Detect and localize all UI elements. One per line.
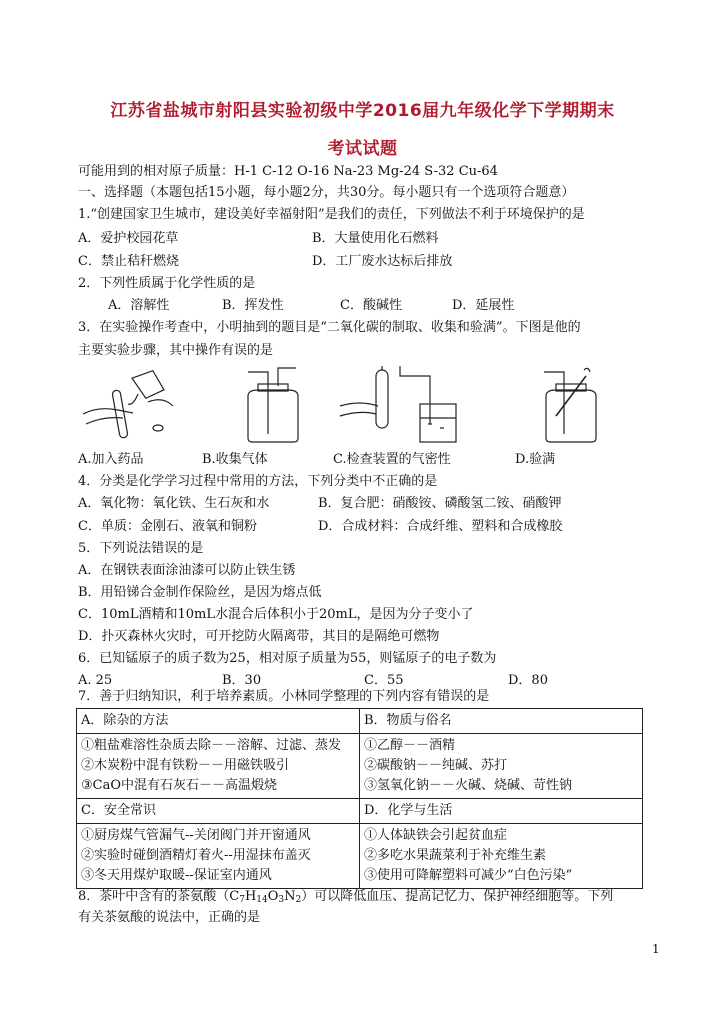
q7-d-item-2: ②多吃水果蔬菜利于补充维生素 [364, 848, 547, 863]
figure-airtightness [340, 366, 456, 442]
q5-option-c: C．10mL酒精和10mL水混合后体积小于20mL，是因为分子变小了 [78, 607, 474, 622]
q7-c-item-2: ②实验时碰倒酒精灯着火--用湿抹布盖灭 [81, 848, 311, 863]
q7-a-item-2: ②木炭粉中混有铁粉－－用磁铁吸引 [81, 758, 290, 773]
page-number: 1 [652, 942, 660, 956]
q5-option-b: B．用铅锑合金制作保险丝，是因为熔点低 [78, 585, 322, 600]
q6-option-b: B．30 [222, 673, 262, 688]
q8-sub-c: 7 [239, 895, 245, 905]
figure-full-check [544, 368, 596, 442]
section-heading: 一、选择题（本题包括15小题，每小题2分，共30分。每小题只有一个选项符合题意） [78, 185, 575, 200]
figure-adding-reagent [83, 368, 173, 438]
q7-b-item-1: ①乙醇－－酒精 [364, 738, 456, 753]
q7-cell-b-head: B．物质与俗名 [360, 709, 643, 734]
q7-cell-d-body [360, 824, 643, 889]
q2-option-b: B．挥发性 [222, 298, 284, 313]
q2-option-d: D．延展性 [452, 298, 515, 313]
figure-collect-gas [248, 368, 298, 442]
q8-sub-n: 2 [295, 895, 302, 905]
q1-option-c: C．禁止秸秆燃烧 [78, 254, 179, 269]
q6-option-d: D．80 [508, 673, 548, 688]
q7-cell-c-body [77, 824, 360, 889]
q3-stem-2: 主要实验步骤，其中操作有误的是 [78, 343, 274, 358]
q5-option-a: A．在钢铁表面涂油漆可以防止铁生锈 [78, 563, 296, 578]
q8-stem [78, 888, 613, 909]
q3-lab-figures [78, 366, 638, 446]
q1-stem: 1.“创建国家卫生城市，建设美好幸福射阳”是我们的责任，下列做法不利于环境保护的是 [78, 207, 585, 222]
q3-option-d: D.验满 [515, 452, 556, 467]
q7-d-item-1: ①人体缺铁会引起贫血症 [364, 828, 508, 843]
q8-sub-h: 14 [256, 895, 268, 905]
q5-option-d: D．扑灭森林火灾时，可开挖防火隔离带，其目的是隔绝可燃物 [78, 629, 440, 644]
q4-option-a: A．氧化物：氧化铁、生石灰和水 [78, 496, 270, 511]
q7-a-item-1: ①粗盐难溶性杂质去除－－溶解、过滤、蒸发 [81, 738, 342, 753]
q2-option-a: A．溶解性 [108, 298, 170, 313]
q8-n: N [284, 889, 296, 904]
q1-option-b: B．大量使用化石燃料 [312, 231, 439, 246]
q2-stem: 2．下列性质属于化学性质的是 [78, 276, 256, 291]
q6-option-a: A. 25 [78, 673, 113, 688]
q3-option-a: A.加入药品 [78, 452, 144, 467]
q7-table [76, 708, 643, 889]
q7-cell-b-body [360, 734, 643, 799]
q3-option-c: C.检查装置的气密性 [333, 452, 451, 467]
q7-b-item-2: ②碳酸钠－－纯碱、苏打 [364, 758, 508, 773]
q4-option-d: D．合成材料：合成纤维、塑料和合成橡胶 [318, 519, 563, 534]
q5-stem: 5．下列说法错误的是 [78, 541, 204, 556]
q8-sub-o: 3 [278, 895, 285, 905]
atomic-mass-note: 可能用到的相对原子质量：H-1 C-12 O-16 Na-23 Mg-24 S-32 Cu-64 [78, 164, 498, 179]
q2-option-c: C．酸碱性 [340, 298, 402, 313]
q7-cell-a-head: A．除杂的方法 [77, 709, 360, 734]
q7-cell-d-head: D．化学与生活 [360, 799, 643, 824]
q4-stem: 4．分类是化学学习过程中常用的方法，下列分类中不正确的是 [78, 474, 438, 489]
page-title-line1: 江苏省盐城市射阳县实验初级中学2016届九年级化学下学期期末 [110, 101, 615, 121]
q6-stem: 6．已知锰原子的质子数为25，相对原子质量为55，则锰原子的电子数为 [78, 651, 497, 666]
q3-stem-1: 3．在实验操作考查中，小明抽到的题目是“二氧化碳的制取、收集和验满”。下图是他的 [78, 320, 581, 335]
q6-option-c: C．55 [364, 673, 404, 688]
q8-o: O [267, 889, 279, 904]
q7-b-item-3: ③氢氧化钠－－火碱、烧碱、苛性钠 [364, 778, 573, 793]
q3-option-b: B.收集气体 [202, 452, 268, 467]
q8-stem-post: ）可以降低血压、提高记忆力、保护神经细胞等。下列 [301, 889, 614, 904]
q4-option-b: B．复合肥：硝酸铵、磷酸氢二铵、硝酸钾 [318, 496, 562, 511]
q7-cell-a-body [77, 734, 360, 799]
q7-a-item-3: ③CaO中混有石灰石－－高温煅烧 [81, 778, 278, 793]
q8-stem-pre: 8．茶叶中含有的茶氨酸（C [78, 889, 240, 904]
q7-cell-c-head: C．安全常识 [77, 799, 360, 824]
q7-stem: 7．善于归纳知识，利于培养素质。小林同学整理的下列内容有错误的是 [78, 689, 490, 704]
q7-c-item-3: ③冬天用煤炉取暖--保证室内通风 [81, 868, 272, 883]
q7-c-item-1: ①厨房煤气管漏气--关闭阀门并开窗通风 [81, 828, 311, 843]
q8-stem-2: 有关茶氨酸的说法中，正确的是 [78, 910, 261, 925]
q7-d-item-3: ③使用可降解塑料可减少“白色污染” [364, 868, 573, 883]
page-title-line2: 考试试题 [327, 139, 398, 159]
q8-h: H [244, 889, 257, 904]
q1-option-a: A．爱护校园花草 [78, 231, 179, 246]
q4-option-c: C．单质：金刚石、液氧和铜粉 [78, 519, 257, 534]
q1-option-d: D．工厂废水达标后排放 [312, 254, 453, 269]
